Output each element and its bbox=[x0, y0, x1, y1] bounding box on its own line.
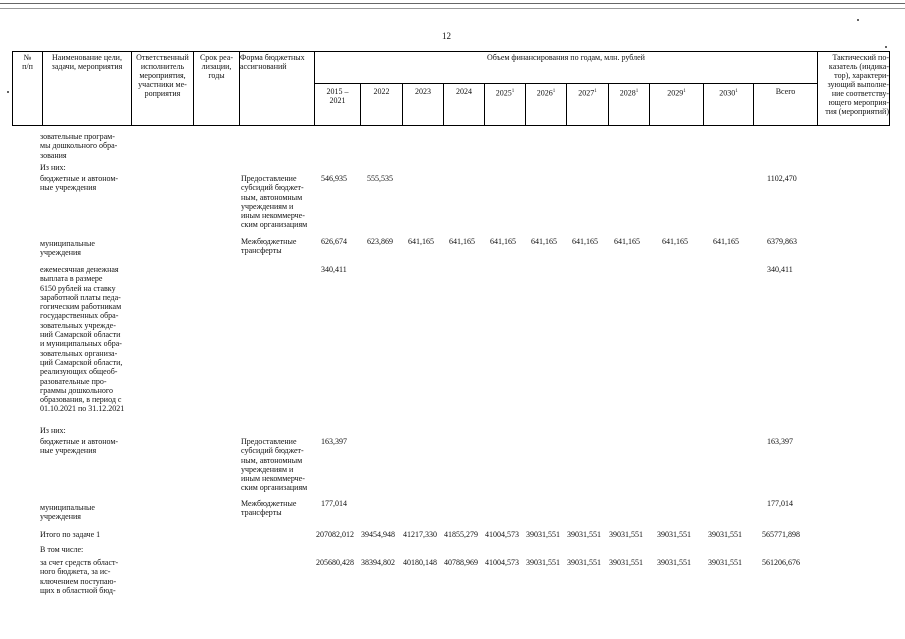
year-header-2022: 2022 bbox=[373, 87, 390, 96]
row-3-value-2022: 555,535 bbox=[367, 174, 393, 183]
scan-speck bbox=[885, 46, 887, 48]
row-11-value-2024: 40788,969 bbox=[444, 558, 478, 567]
table-header bbox=[12, 51, 890, 125]
year-header-2030: 2030$^1$ bbox=[719, 88, 738, 98]
year-header-2029: 2029$^1$ bbox=[667, 88, 686, 98]
row-5-name: ежемесячная денежная выплата в размере 6150 рублей на ставку заработной платы педа- гогическим работникам государственных обра- зовательных учрежде- ний Самарской области и муниципальных обра- зовательных организа- ций Самарской области, реализующих общеоб- разовательные про- граммы дошкольного образования, в период с 01.10.2021 по 31.12.2021 bbox=[40, 265, 125, 414]
row-9-value-2030: 39031,551 bbox=[708, 530, 742, 539]
row-9-value-2027: 39031,551 bbox=[567, 530, 601, 539]
row-4-form: Межбюджетные трансферты bbox=[241, 237, 297, 256]
row-9-name: Итого по задаче 1 bbox=[40, 530, 101, 539]
year-header-2027: 2027$^1$ bbox=[578, 88, 597, 98]
row-9-value-2024: 41855,279 bbox=[444, 530, 478, 539]
row-4-name: муниципальные учреждения bbox=[40, 239, 95, 258]
row-11-value-2022: 38394,802 bbox=[361, 558, 395, 567]
row-4-value-2022: 623,869 bbox=[367, 237, 393, 246]
row-11-name: за счет средств област- ного бюджета, за ис- ключением поступаю- щих в областной бюд- bbox=[40, 558, 119, 595]
row-9-value-2023: 41217,330 bbox=[403, 530, 437, 539]
scan-top-border bbox=[0, 8, 905, 9]
row-3-total: 1102,470 bbox=[767, 174, 797, 183]
row-4-value-2030: 641,165 bbox=[713, 237, 739, 246]
year-header-2023: 2023 bbox=[415, 87, 431, 96]
row-2-name: Из них: bbox=[40, 163, 66, 172]
col-header-volume: Объем финансирования по годам, млн. рублей bbox=[487, 53, 645, 62]
row-11-value-2023: 40180,148 bbox=[403, 558, 437, 567]
row-10-name: В том числе: bbox=[40, 545, 84, 554]
row-4-total: 6379,863 bbox=[767, 237, 797, 246]
row-9-total: 565771,898 bbox=[762, 530, 800, 539]
col-header-target: Тактический по- казатель (индика- тор), характери- зующий выполне- ние соответству- ющего мероприя- тия (мероприятий) bbox=[825, 53, 889, 116]
row-11-value-2029: 39031,551 bbox=[657, 558, 691, 567]
row-1-name: зовательные програм- мы дошкольного обра- зования bbox=[40, 132, 118, 160]
col-header-number: № п/п bbox=[22, 53, 33, 71]
row-8-total: 177,014 bbox=[767, 499, 793, 508]
year-header-total: Всего bbox=[775, 87, 796, 96]
row-9-value-2028: 39031,551 bbox=[609, 530, 643, 539]
row-4-value-2027: 641,165 bbox=[572, 237, 598, 246]
row-3-value-2015-2021: 546,935 bbox=[321, 174, 347, 183]
year-header-2026: 2026$^1$ bbox=[536, 88, 556, 98]
row-7-name: бюджетные и автоном- ные учреждения bbox=[40, 437, 119, 456]
row-9-value-2022: 39454,948 bbox=[361, 530, 395, 539]
year-header-2024: 2024 bbox=[456, 87, 472, 96]
scan-speck bbox=[857, 19, 859, 21]
row-7-form: Предоставление субсидий бюджет- ным, автономным учреждениям и иным некоммерче- ским организациям bbox=[241, 437, 308, 493]
col-header-term: Срок реа- лизации, годы bbox=[199, 53, 234, 80]
row-4-value-2025: 641,165 bbox=[490, 237, 516, 246]
row-11-total: 561206,676 bbox=[762, 558, 800, 567]
row-5-total: 340,411 bbox=[767, 265, 793, 274]
row-11-value-2030: 39031,551 bbox=[708, 558, 742, 567]
row-8-form: Межбюджетные трансферты bbox=[241, 499, 297, 518]
col-header-name: Наименование цели, задачи, мероприятия bbox=[51, 53, 123, 71]
row-4-value-2029: 641,165 bbox=[662, 237, 688, 246]
page-number: 12 bbox=[442, 31, 451, 41]
row-5-value-2015-2021: 340,411 bbox=[321, 265, 347, 274]
year-header-2015-2021: 2015 – 2021 bbox=[326, 87, 349, 105]
scan-top-border bbox=[0, 3, 905, 4]
row-4-value-2015-2021: 626,674 bbox=[321, 237, 347, 246]
rule bbox=[12, 125, 890, 126]
row-11-value-2026: 39031,551 bbox=[526, 558, 560, 567]
row-4-value-2026: 641,165 bbox=[531, 237, 557, 246]
col-header-form: Форма бюджетных ассигнований bbox=[240, 53, 305, 71]
row-11-value-2025: 41004,573 bbox=[485, 558, 519, 567]
row-8-value-2015-2021: 177,014 bbox=[321, 499, 347, 508]
row-8-name: муниципальные учреждения bbox=[40, 503, 95, 522]
row-7-value-2015-2021: 163,397 bbox=[321, 437, 347, 446]
col-header-executor: Ответственный исполнитель мероприятия, участники ме- роприятия bbox=[136, 53, 189, 98]
row-7-total: 163,397 bbox=[767, 437, 793, 446]
year-header-2028: 2028$^1$ bbox=[619, 88, 639, 98]
row-4-value-2023: 641,165 bbox=[408, 237, 434, 246]
row-4-value-2024: 641,165 bbox=[449, 237, 475, 246]
row-11-value-2028: 39031,551 bbox=[609, 558, 643, 567]
row-6-name: Из них: bbox=[40, 426, 66, 435]
rule bbox=[889, 51, 890, 126]
rule bbox=[12, 51, 890, 52]
scan-speck bbox=[7, 91, 9, 93]
row-9-value-2029: 39031,551 bbox=[657, 530, 691, 539]
row-4-value-2028: 641,165 bbox=[614, 237, 640, 246]
row-9-value-2015-2021: 207082,012 bbox=[316, 530, 354, 539]
row-3-form: Предоставление субсидий бюджет- ным, автономным учреждениям и иным некоммерче- ским организациям bbox=[241, 174, 308, 230]
row-11-value-2015-2021: 205680,428 bbox=[316, 558, 354, 567]
row-3-name: бюджетные и автоном- ные учреждения bbox=[40, 174, 119, 193]
row-9-value-2026: 39031,551 bbox=[526, 530, 560, 539]
year-header-2025: 2025$^1$ bbox=[495, 88, 515, 98]
row-9-value-2025: 41004,573 bbox=[485, 530, 519, 539]
row-11-value-2027: 39031,551 bbox=[567, 558, 601, 567]
